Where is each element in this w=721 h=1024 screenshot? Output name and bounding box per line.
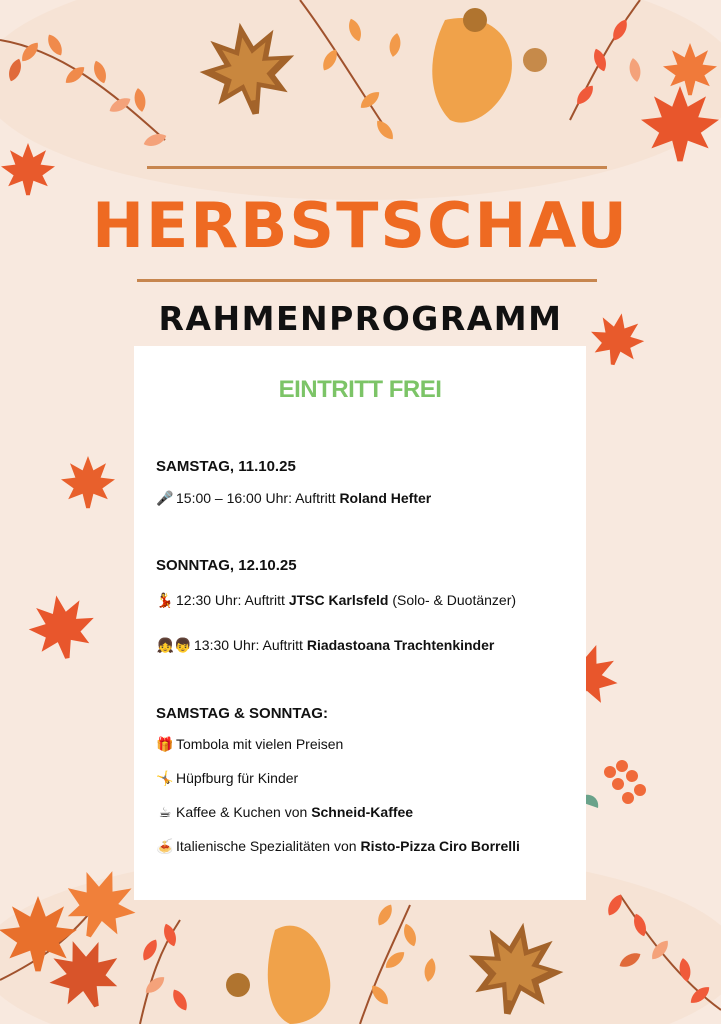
saturday-item-1: 🎤 15:00 – 16:00 Uhr: Auftritt Roland Hefter xyxy=(156,490,432,506)
children-icon: 👧👦 xyxy=(156,637,192,653)
both-item-1: 🎁 Tombola mit vielen Preisen xyxy=(156,736,344,752)
sunday-item-1: 💃 12:30 Uhr: Auftritt JTSC Karlsfeld (Solo- & Duotänzer) xyxy=(156,592,517,608)
admission-banner: EINTRITT FREI xyxy=(278,376,442,403)
both-item-3: ☕ Kaffee & Kuchen von Schneid-Kaffee xyxy=(156,804,413,821)
microphone-icon: 🎤 xyxy=(156,490,174,506)
program-card xyxy=(134,346,586,900)
both-item-4: 🍝 Italienische Spezialitäten von Risto-Pizza Ciro Borrelli xyxy=(156,838,520,854)
both-item-2: 🤸 Hüpfburg für Kinder xyxy=(156,770,299,786)
title-rule-top xyxy=(147,166,607,169)
sunday-item-2: 👧👦 13:30 Uhr: Auftritt Riadastoana Trachtenkinder xyxy=(156,637,495,653)
title-rule-bottom xyxy=(137,279,597,282)
both-days-heading: SAMSTAG & SONNTAG: xyxy=(156,705,328,722)
coffee-icon: ☕ xyxy=(158,804,172,820)
dancer-icon: 💃 xyxy=(156,592,174,608)
page-subtitle: RAHMENPROGRAMM xyxy=(158,299,563,338)
pasta-icon: 🍝 xyxy=(156,838,174,854)
saturday-heading: SAMSTAG, 11.10.25 xyxy=(156,458,296,475)
cartwheel-icon: 🤸 xyxy=(156,770,174,786)
page-title: HERBSTSCHAU xyxy=(92,189,629,262)
sunday-heading: SONNTAG, 12.10.25 xyxy=(156,557,297,574)
gift-icon: 🎁 xyxy=(156,736,174,752)
